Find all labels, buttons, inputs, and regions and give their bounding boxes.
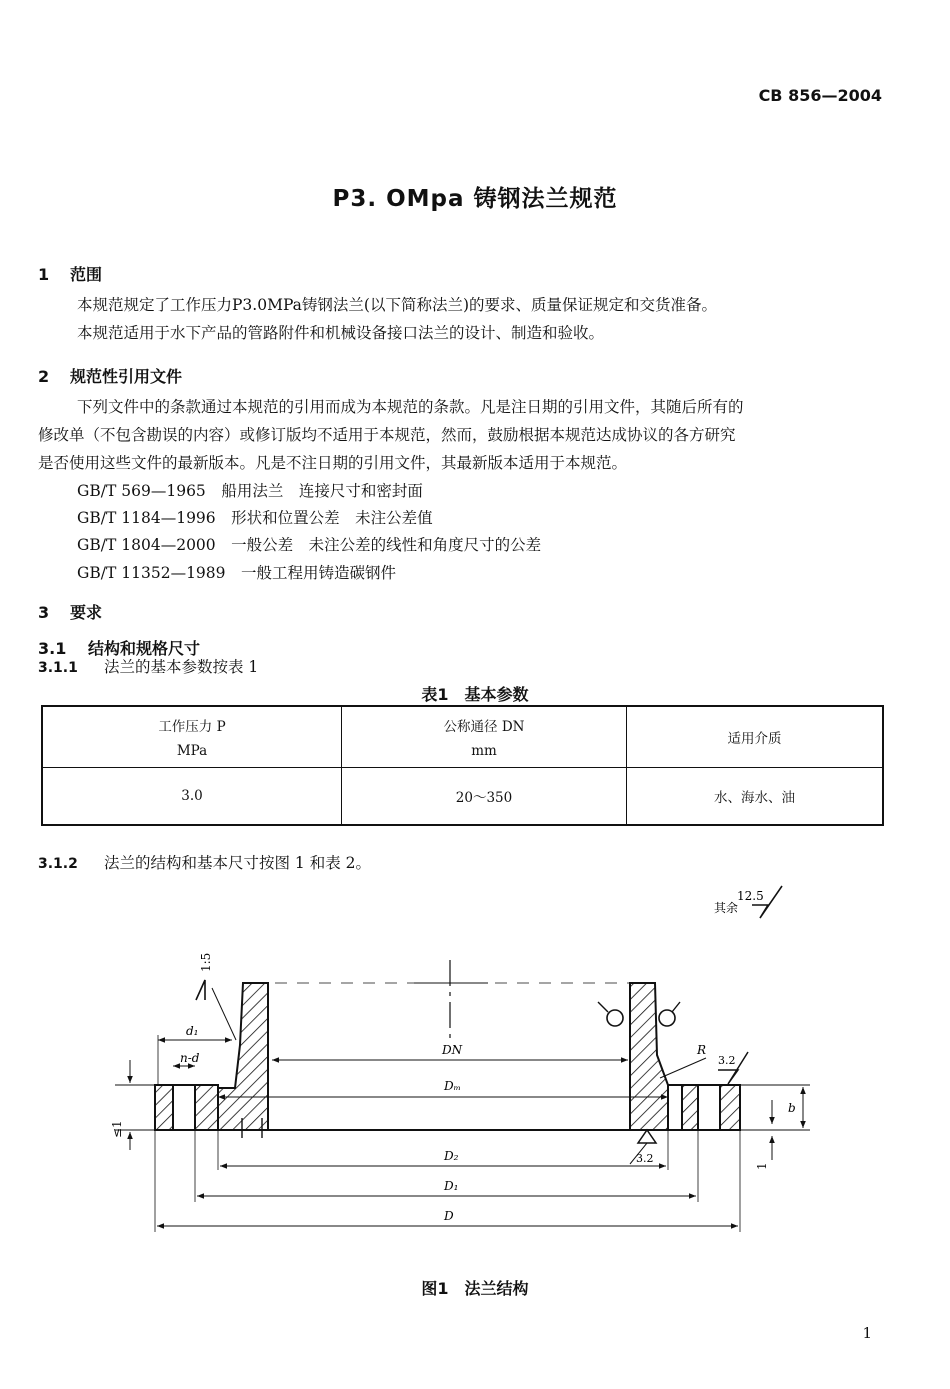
section-2-paragraph-line-1: 下列文件中的条款通过本规范的引用而成为本规范的条款。凡是注日期的引用文件，其随后所有的 [77, 398, 744, 416]
header-medium: 适用介质 [627, 706, 884, 768]
reference-code: GB/T 569—1965 [77, 482, 206, 500]
reference-item [77, 478, 423, 505]
taper-label: 1:5 [199, 952, 213, 972]
label-le1: ≤1 [110, 1120, 124, 1138]
weld-symbol-icon [607, 1010, 623, 1026]
label-one-right: 1 [755, 1162, 769, 1170]
cell-nominal-diameter: 20～350 [342, 768, 627, 826]
right-hub-section [630, 983, 668, 1130]
document-title: P3. OMpa 铸钢法兰规范 [332, 186, 618, 212]
page-number: 1 [862, 1324, 872, 1342]
table-header-row [42, 706, 883, 768]
figure-1-caption: 图1 法兰结构 [421, 1279, 529, 1298]
reference-title: 形状和位置公差 未注公差值 [231, 509, 433, 527]
taper-symbol-icon [196, 980, 205, 1000]
standard-code: CB 856—2004 [758, 86, 882, 105]
reference-code: GB/T 1804—2000 [77, 536, 216, 554]
label-D1: D₁ [444, 1179, 459, 1193]
header-pressure [42, 706, 342, 768]
left-hub-section [218, 983, 268, 1130]
clause-3-1-1 [38, 654, 258, 682]
reference-code: GB/T 1184—1996 [77, 509, 216, 527]
reference-code: GB/T 11352—1989 [77, 564, 226, 582]
cell-pressure: 3.0 [42, 768, 342, 826]
reference-title: 一般工程用铸造碳钢件 [241, 564, 397, 582]
reference-item [77, 532, 541, 559]
section-number: 1 [38, 265, 50, 284]
section-3-heading [38, 600, 102, 623]
roughness-value: 12.5 [737, 889, 764, 903]
roughness-prefix: 其余 [714, 901, 739, 915]
header-unit: MPa [176, 743, 208, 759]
clause-text: 法兰的基本参数按表 1 [104, 658, 259, 676]
clause-3-1-2 [38, 850, 371, 878]
reference-title: 船用法兰 连接尺寸和密封面 [221, 482, 423, 500]
section-2-paragraph-line-2: 修改单（不包含勘误的内容）或修订版均不适用于本规范，然而，鼓励根据本规范达成协议的各方研究 [38, 426, 736, 444]
taper-annotation [196, 953, 236, 1040]
label-Dm: Dₘ [444, 1079, 461, 1093]
section-number: 3 [38, 603, 50, 622]
cell-medium: 水、海水、油 [627, 768, 884, 826]
roughness-bottom-icon [638, 1130, 656, 1143]
left-flange-inner [195, 1085, 218, 1130]
table-1-caption: 表1 基本参数 [421, 685, 529, 704]
clause-number: 3.1.2 [38, 856, 78, 872]
clause-text: 法兰的结构和基本尺寸按图 1 和表 2。 [104, 854, 372, 872]
label-ra-bottom: 3.2 [636, 1152, 654, 1165]
label-R: R [697, 1043, 707, 1057]
right-flange-outer [720, 1085, 740, 1130]
section-1-paragraph-1: 本规范规定了工作压力P3.0MPa铸钢法兰(以下简称法兰)的要求、质量保证规定和交货准备。 [77, 296, 718, 314]
section-number: 2 [38, 367, 50, 386]
header-line: 公称通径 DN [443, 719, 525, 735]
reference-item [77, 505, 433, 532]
flange-structure-drawing [0, 880, 950, 1270]
section-title: 规范性引用文件 [70, 367, 183, 386]
label-n-d: n-d [180, 1051, 200, 1065]
header-line: 工作压力 P [158, 719, 226, 735]
section-2-heading [38, 364, 182, 387]
reference-title: 一般公差 未注公差的线性和角度尺寸的公差 [231, 536, 542, 554]
section-1-paragraph-2: 本规范适用于水下产品的管路附件和机械设备接口法兰的设计、制造和验收。 [77, 324, 605, 342]
section-1-heading [38, 262, 102, 285]
left-flange-outer [155, 1085, 173, 1130]
table-1 [41, 705, 884, 826]
label-D: D [444, 1209, 454, 1223]
section-number: 3.1 [38, 639, 67, 658]
weld-symbol-icon [659, 1010, 675, 1026]
section-title: 结构和规格尺寸 [88, 639, 201, 658]
header-unit: mm [471, 743, 497, 759]
header-nominal-diameter [342, 706, 627, 768]
clause-number: 3.1.1 [38, 660, 78, 676]
label-ra-top: 3.2 [718, 1054, 736, 1067]
label-D2: D₂ [444, 1149, 459, 1163]
label-DN: DN [442, 1043, 463, 1057]
roughness-note [714, 886, 782, 918]
section-title: 范围 [70, 265, 103, 284]
table-row [42, 768, 883, 826]
section-title: 要求 [70, 603, 103, 622]
section-2-paragraph-line-3: 是否使用这些文件的最新版本。凡是不注日期的引用文件，其最新版本适用于本规范。 [38, 454, 628, 472]
reference-item [77, 560, 396, 587]
label-b: b [788, 1101, 796, 1115]
right-flange-inner [682, 1085, 698, 1130]
label-d1: d₁ [186, 1024, 199, 1038]
